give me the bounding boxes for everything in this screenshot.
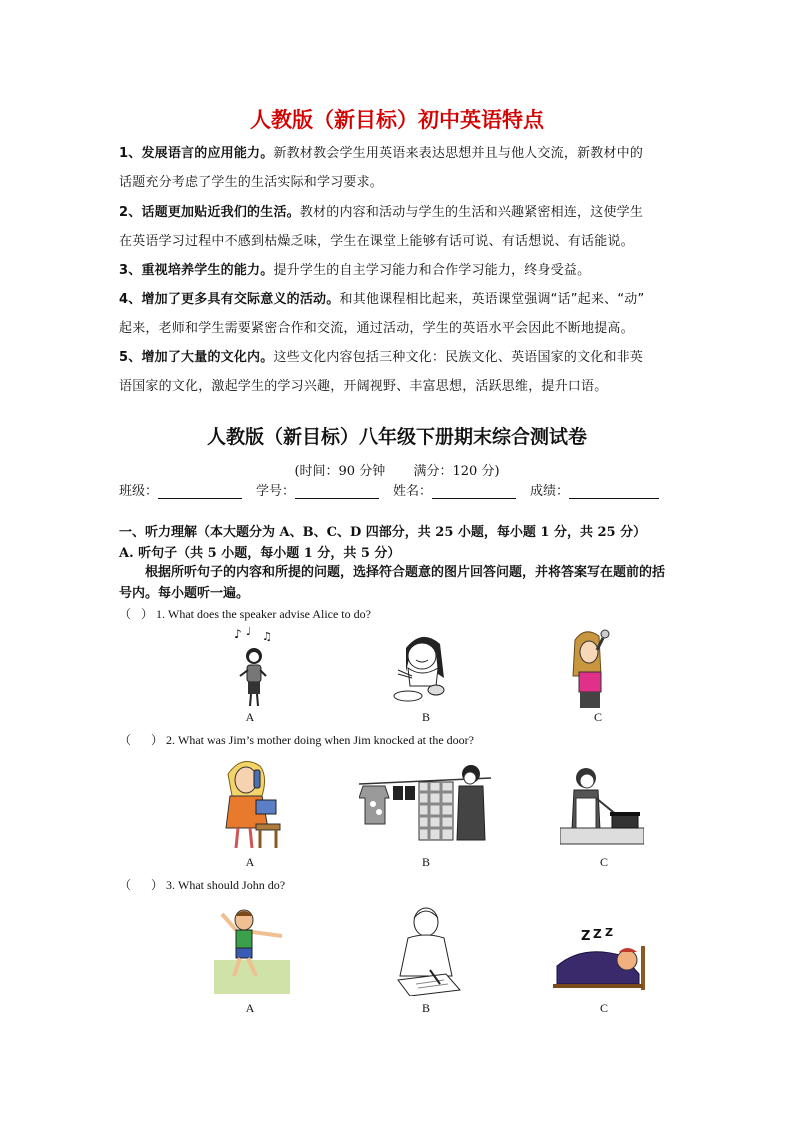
name-field[interactable]: 姓名： [393,480,516,499]
svg-text:♪: ♪ [234,627,242,641]
intro-title: 人教版（新目标）初中英语特点 [250,108,544,132]
student-info-fields [119,480,679,499]
q2-option-b[interactable]: B [421,855,430,869]
question-1: （ ） 1. What does the speaker advise Alice to do? [119,607,371,621]
exam-title: 人教版（新目标）八年级下册期末综合测试卷 [206,426,587,448]
svg-text:♫: ♫ [262,630,272,643]
cooking-woman-picture [560,764,644,846]
grade-field[interactable]: 成绩： [530,480,659,499]
headache-girl-picture [565,626,615,710]
question-3-text: 3. What should John do? [166,878,286,892]
phone-woman-picture [216,752,286,852]
exam-meta [0,460,794,479]
question-2: （ ） 2. What was Jim’s mother doing when Jim knocked at the door? [119,733,474,747]
exercising-boy-picture [214,900,290,994]
student-number-field[interactable]: 学号： [256,480,379,499]
writing-boy-picture [386,900,466,996]
singing-girl-picture [228,626,280,710]
class-field[interactable]: 班级： [119,480,242,499]
section-1-heading: 一、听力理解（本大题分为 A、B、C、D 四部分，共 25 小题，每小题 1 分，共 25 分） [119,525,647,540]
feature-3: 3、重视培养学生的能力。提升学生的自主学习能力和合作学习能力，终身受益。 [119,263,591,278]
svg-text:Z: Z [593,927,602,941]
question-3: （ ） 3. What should John do? [119,878,286,892]
part-a-instruction: 根据所听句子的内容和所提的问题，选择符合题意的图片回答问题，并将答案写在题前的括号内。每小题听一遍。 [119,565,666,601]
feature-4: 4、增加了更多具有交际意义的活动。和其他课程相比起来，英语课堂强调“话”起来、“动” 起来，老师和学生需要紧密合作和交流，通过活动，学生的英语水平会因此不断地提高。 [119,292,645,336]
q3-option-c[interactable]: C [599,1001,608,1015]
q1-option-a[interactable]: A [245,710,255,724]
svg-text:Z: Z [605,926,613,939]
q3-option-b[interactable]: B [421,1001,430,1015]
q2-option-a[interactable]: A [245,855,255,869]
question-1-text: 1. What does the speaker advise Alice to do? [156,607,371,621]
q2-option-c[interactable]: C [599,855,608,869]
exam-score: 满分：120 分) [413,464,500,479]
q1-option-b[interactable]: B [421,710,430,724]
feature-5: 5、增加了大量的文化内。这些文化内容包括三种文化：民族文化、英语国家的文化和非英 语国家的文化，激起学生的学习兴趣，开阔视野、丰富思想，活跃思维，提升口语。 [119,350,644,394]
feature-1: 1、发展语言的应用能力。新教材教会学生用英语来表达思想并且与他人交流，新教材中的 话题充分考虑了学生的生活实际和学习要求。 [119,146,644,190]
eating-girl-picture [388,628,458,708]
part-a-heading: A. 听句子（共 5 小题，每小题 1 分，共 5 分） [119,546,401,561]
question-2-text: 2. What was Jim’s mother doing when Jim knocked at the door? [166,733,474,747]
laundry-woman-picture [359,764,491,846]
q1-option-c[interactable]: C [593,710,602,724]
q3-option-a[interactable]: A [245,1001,255,1015]
svg-text:Z: Z [581,929,591,944]
svg-text:♩: ♩ [246,626,252,638]
feature-2: 2、话题更加贴近我们的生活。教材的内容和活动与学生的生活和兴趣紧密相连，这使学生 在英语学习过程中不感到枯燥乏味，学生在课堂上能够有话可说、有话想说、有话能说。 [119,205,644,249]
sleeping-boy-picture [553,926,653,994]
exam-time: (时间：90 分钟 [294,464,386,479]
